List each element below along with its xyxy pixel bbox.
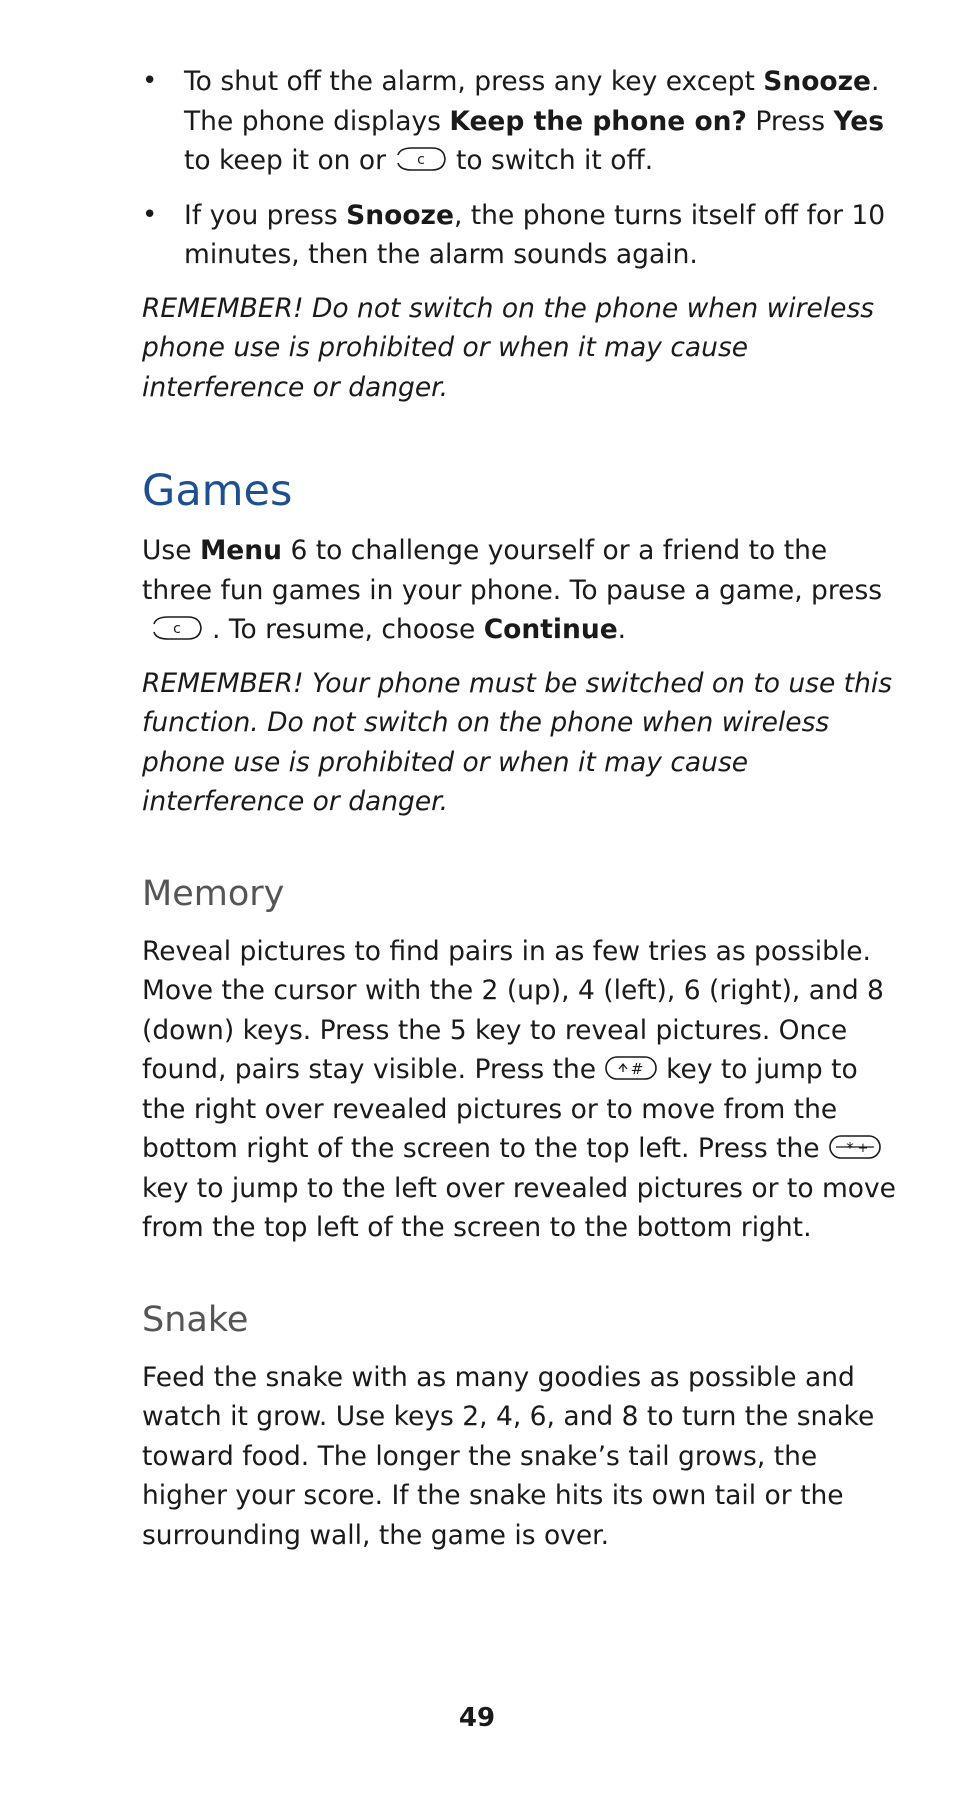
clear-key-icon <box>394 145 448 173</box>
text: . <box>617 614 627 645</box>
hash-key-icon <box>604 1054 658 1082</box>
text: If you press <box>184 199 347 231</box>
text: . To resume, choose <box>212 614 484 645</box>
text: to keep it on or <box>184 145 386 176</box>
star-key-icon <box>828 1133 882 1161</box>
page-content <box>142 62 902 1555</box>
text: 6 to challenge yourself or a friend to the three fun games in your phone. To pause a game, press <box>142 535 883 606</box>
list-item <box>142 62 902 181</box>
text: Use <box>142 535 200 566</box>
memory-heading: Memory <box>142 873 285 914</box>
text: , the phone turns itself off for 10 minutes, then the alarm sounds again. <box>184 199 886 270</box>
text: To shut off the alarm, press any key except <box>184 66 764 97</box>
text: . The phone displays <box>184 66 880 137</box>
memory-description <box>142 932 902 1248</box>
snake-heading: Snake <box>142 1299 249 1340</box>
text: Press <box>746 105 834 137</box>
bullet-list <box>142 62 902 275</box>
page-number: 49 <box>458 1703 496 1733</box>
snooze-key-label: Snooze <box>346 199 454 231</box>
snake-description: Feed the snake with as many goodies as possible and watch it grow. Use keys 2, 4, 6, and 8 to turn the snake toward food. The longer the snake’s tail grows, the higher your score. If the snake hits its own tail or the surrounding wall, the game is over. <box>142 1361 875 1551</box>
games-heading: Games <box>142 466 293 516</box>
svg-text:#: # <box>630 1059 644 1078</box>
svg-text:+: + <box>857 1140 869 1156</box>
text: key to jump to the right over revealed pictures or to move from the bottom right of the screen to the top left. Press the <box>142 1054 858 1164</box>
display-prompt: Keep the phone on? <box>449 105 747 137</box>
list-item <box>142 196 902 275</box>
svg-text:*: * <box>845 1138 854 1157</box>
menu-key-label: Menu <box>199 535 283 566</box>
clear-key-icon <box>150 614 204 642</box>
bullet-marker: • <box>142 199 158 230</box>
yes-key-label: Yes <box>833 105 884 137</box>
remember-note: REMEMBER! Do not switch on the phone when wireless phone use is prohibited or when it may cause interference or danger. <box>142 292 875 403</box>
svg-text:c: c <box>417 151 425 168</box>
svg-text:c: c <box>173 620 181 637</box>
bullet-marker: • <box>142 66 158 96</box>
remember-note: REMEMBER! Your phone must be switched on to use this function. Do not switch on the phone when wireless phone use is prohibited or when it may cause interference or danger. <box>142 667 893 817</box>
snooze-key-label: Snooze <box>763 66 872 97</box>
text: key to jump to the left over revealed pictures or to move from the top left of the screen to the bottom right. <box>142 1172 896 1243</box>
text: to switch it off. <box>456 145 654 176</box>
games-intro <box>142 531 902 650</box>
continue-option-label: Continue <box>483 614 618 645</box>
text: Reveal pictures to find pairs in as few tries as possible. Move the cursor with the 2 (up), 4 (left), 6 (right), and 8 (down) keys. Press the 5 key to reveal pictures. Once found, pairs stay visible. Press the <box>142 935 884 1085</box>
